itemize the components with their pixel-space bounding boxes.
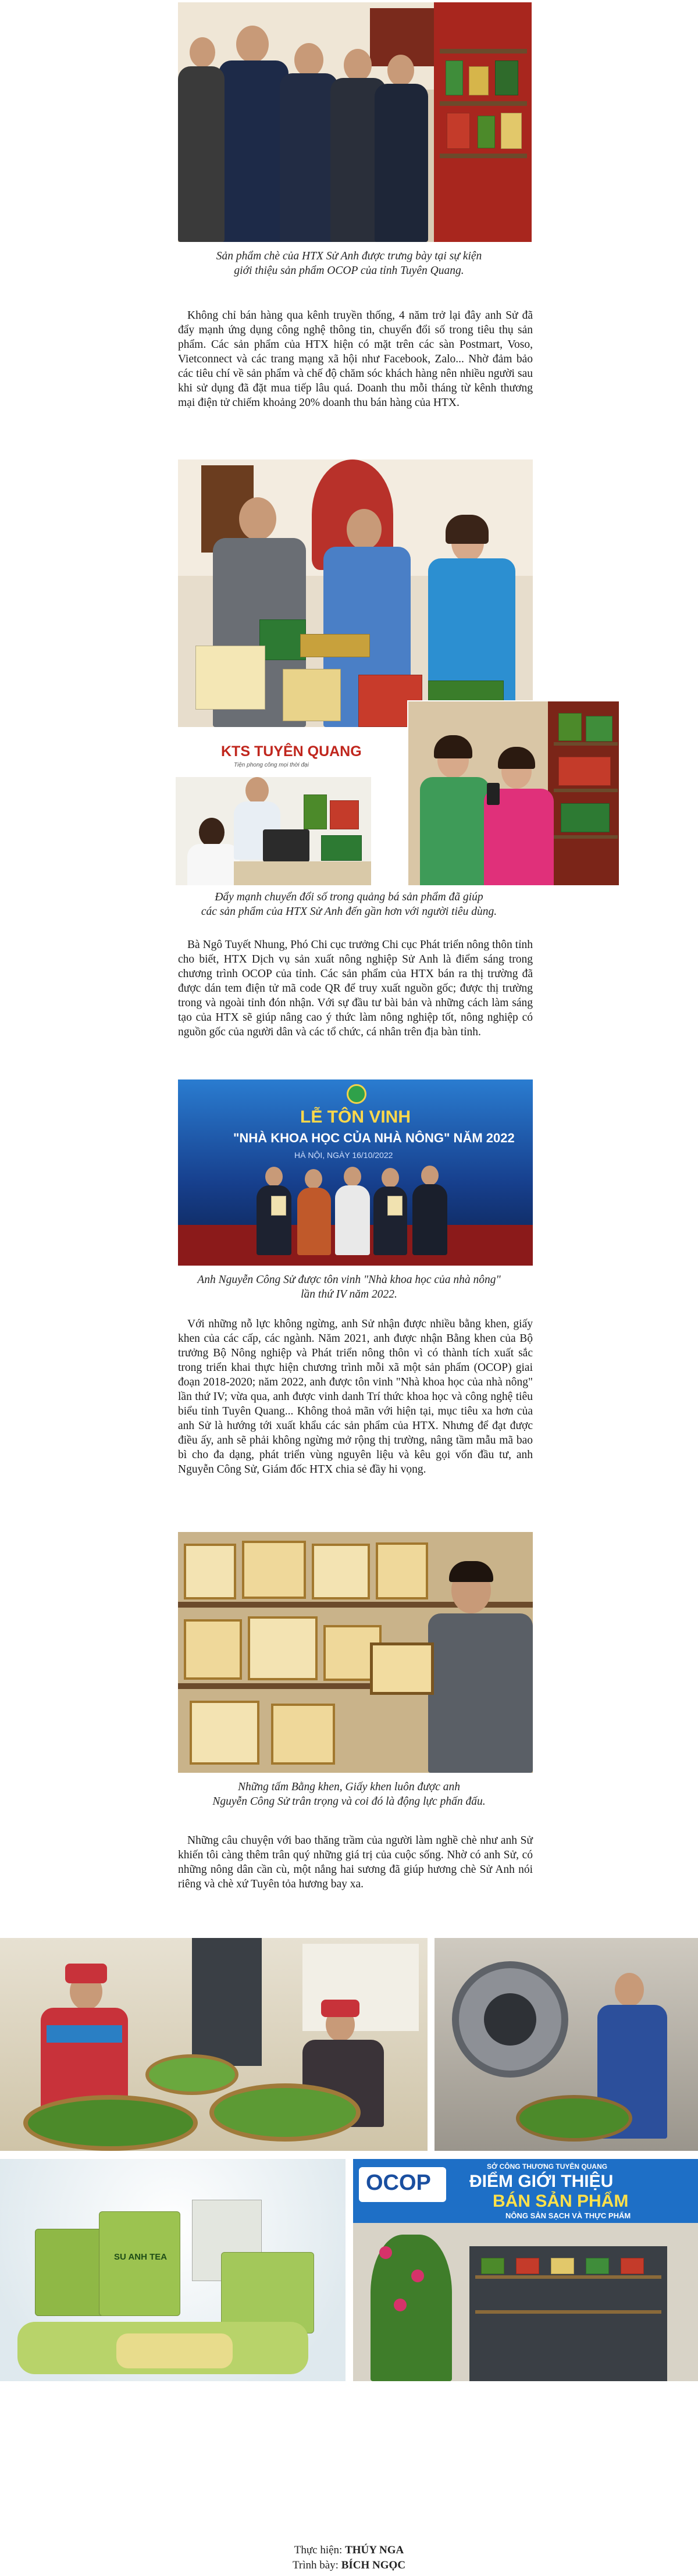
caption-photo-3 bbox=[174, 1273, 524, 1302]
photo-ocop-exhibition bbox=[178, 2, 532, 242]
caption-photo-2 bbox=[174, 890, 524, 919]
caption-line: các sản phẩm của HTX Sử Anh đến gần hơn với người tiêu dùng. bbox=[201, 906, 497, 918]
caption-photo-4 bbox=[174, 1780, 524, 1809]
tea-brand-label: SU ANH TEA bbox=[114, 2252, 168, 2262]
photo-qr-scan bbox=[407, 700, 620, 886]
credits-author bbox=[0, 2543, 698, 2557]
photo-tea-roasting bbox=[435, 1938, 698, 2151]
photo-ocop-store bbox=[353, 2159, 698, 2381]
store-department: SỞ CÔNG THƯƠNG TUYÊN QUANG bbox=[487, 2162, 608, 2171]
ocop-logo: OCOP bbox=[366, 2171, 431, 2195]
caption-line: giới thiệu sản phẩm OCOP của tỉnh Tuyên Quang. bbox=[234, 265, 464, 277]
photo-award-ceremony bbox=[178, 1079, 533, 1266]
store-title-1: ĐIỂM GIỚI THIỆU bbox=[469, 2172, 614, 2191]
caption-photo-1 bbox=[174, 249, 524, 278]
award-title: LỄ TÔN VINH bbox=[300, 1107, 411, 1127]
paragraph-closing: Những câu chuyện với bao thăng trầm của người làm nghề chè như anh Sử khiến tôi càng thêm trân quý những giá trị của cuộc sống. Nhờ có anh Sử, có những nông dân cần cù, một nắng hai sương đã giúp hương chè Sử Anh nói riêng và chè xứ Tuyên tỏa hương bay xa. bbox=[178, 1834, 533, 1890]
credits-designer bbox=[0, 2558, 698, 2573]
paragraph-ecommerce: Không chỉ bán hàng qua kênh truyền thống, 4 năm trở lại đây anh Sử đã đẩy mạnh ứng dụng công nghệ thông tin, chuyển đổi số trong tiêu thụ sản phẩm. Các sản phẩm của HTX hiện có mặt trên các sàn Postmart, Voso, Vietconnect và các trang mạng xã hội như Facebook, Zalo... Nhờ đảm bảo các tiêu chí về sản phẩm và chế độ chăm sóc khách hàng nên nhiều người sau khi sử dụng đã đặt mua tiếp lâu quá. Doanh thu mỗi tháng từ kênh thương mại điện tử chiếm khoảng 20% doanh thu bán hàng của HTX. bbox=[178, 309, 533, 409]
caption-line: Anh Nguyễn Công Sử được tôn vinh "Nhà khoa học của nhà nông" bbox=[197, 1274, 501, 1286]
award-place-date: HÀ NỘI, NGÀY 16/10/2022 bbox=[294, 1150, 393, 1160]
paragraph-achievements: Với những nỗ lực không ngừng, anh Sử nhận được nhiều bằng khen, giấy khen của các cấp, các ngành. Năm 2021, anh được nhận Bằng khen của Bộ trưởng Bộ Nông nghiệp và Phát triển nông thôn vì có thành tích xuất sắc trong triển khai thực hiện chương trình mỗi xã một sản phẩm (OCOP) giai đoạn 2018-2020; năm 2022, anh được tôn vinh "Nhà khoa học của nhà nông" lần thứ IV; vừa qua, anh được vinh danh Trí thức khoa học và công nghệ tiêu biểu tỉnh Tuyên Quang... Không thoả mãn với hiện tại, mục tiêu xa hơn của anh Sử là hướng tới xuất khẩu các sản phẩm của HTX. Nhưng để đạt được điều ấy, anh sẽ phải không ngừng mở rộng thị trường, nâng tầm mẫu mã bao bì cho đa dạng, phát triển vùng nguyên liệu và kêu gọi vốn đầu tư, anh Nguyễn Công Sử, Giám đốc HTX chia sẻ đầy hi vọng. bbox=[178, 1318, 533, 1476]
photo-certificates-wall bbox=[178, 1532, 533, 1773]
credits-author-label: Thực hiện: bbox=[294, 2544, 343, 2556]
credits-designer-label: Trình bày: bbox=[292, 2559, 339, 2571]
photo-digital-sales-desk bbox=[174, 735, 372, 886]
credits-designer-name: BÍCH NGỌC bbox=[341, 2559, 406, 2571]
store-subtitle: NÔNG SẢN SẠCH VÀ THỰC PHẨM bbox=[505, 2211, 631, 2220]
kts-sign-slogan: Tiện phong công mọi thời đại bbox=[234, 762, 309, 768]
paragraph-ocop-highlight: Bà Ngô Tuyết Nhung, Phó Chi cục trưởng Chi cục Phát triển nông thôn tỉnh cho biết, HTX Dịch vụ sản xuất nông nghiệp Sử Anh là điểm sáng trong chương trình OCOP của tỉnh. Các sản phẩm của HTX bán ra thị trường đã được dán tem điện tử mã code QR để truy xuất nguồn gốc; được thị trường trong và ngoài tỉnh đón nhận. Với sự đầu tư bài bản và những cách làm sáng tạo của HTX sẽ giúp nâng cao ý thức làm nông nghiệp tốt, nông nghiệp có nguồn gốc của người dân và các tổ chức, cá nhân trên địa bàn tỉnh. bbox=[178, 939, 533, 1038]
store-title-2: BÁN SẢN PHẨM bbox=[493, 2192, 629, 2211]
photo-product-showcase bbox=[178, 459, 533, 727]
caption-line: Nguyễn Công Sử trân trọng và coi đó là động lực phấn đấu. bbox=[212, 1795, 486, 1808]
photo-tea-packages bbox=[0, 2159, 346, 2381]
caption-line: Sản phẩm chè của HTX Sử Anh được trưng bày tại sự kiện bbox=[216, 250, 482, 262]
award-subtitle: "NHÀ KHOA HỌC CỦA NHÀ NÔNG" NĂM 2022 bbox=[233, 1131, 515, 1145]
kts-sign: KTS TUYÊN QUANG bbox=[221, 743, 362, 760]
caption-line: Đẩy mạnh chuyển đổi số trong quảng bá sản phẩm đã giúp bbox=[215, 891, 483, 903]
photo-tea-sorting bbox=[0, 1938, 428, 2151]
credits-author-name: THÚY NGA bbox=[345, 2544, 404, 2556]
caption-line: Những tấm Bằng khen, Giấy khen luôn được anh bbox=[237, 1781, 461, 1793]
caption-line: lần thứ IV năm 2022. bbox=[301, 1288, 397, 1301]
